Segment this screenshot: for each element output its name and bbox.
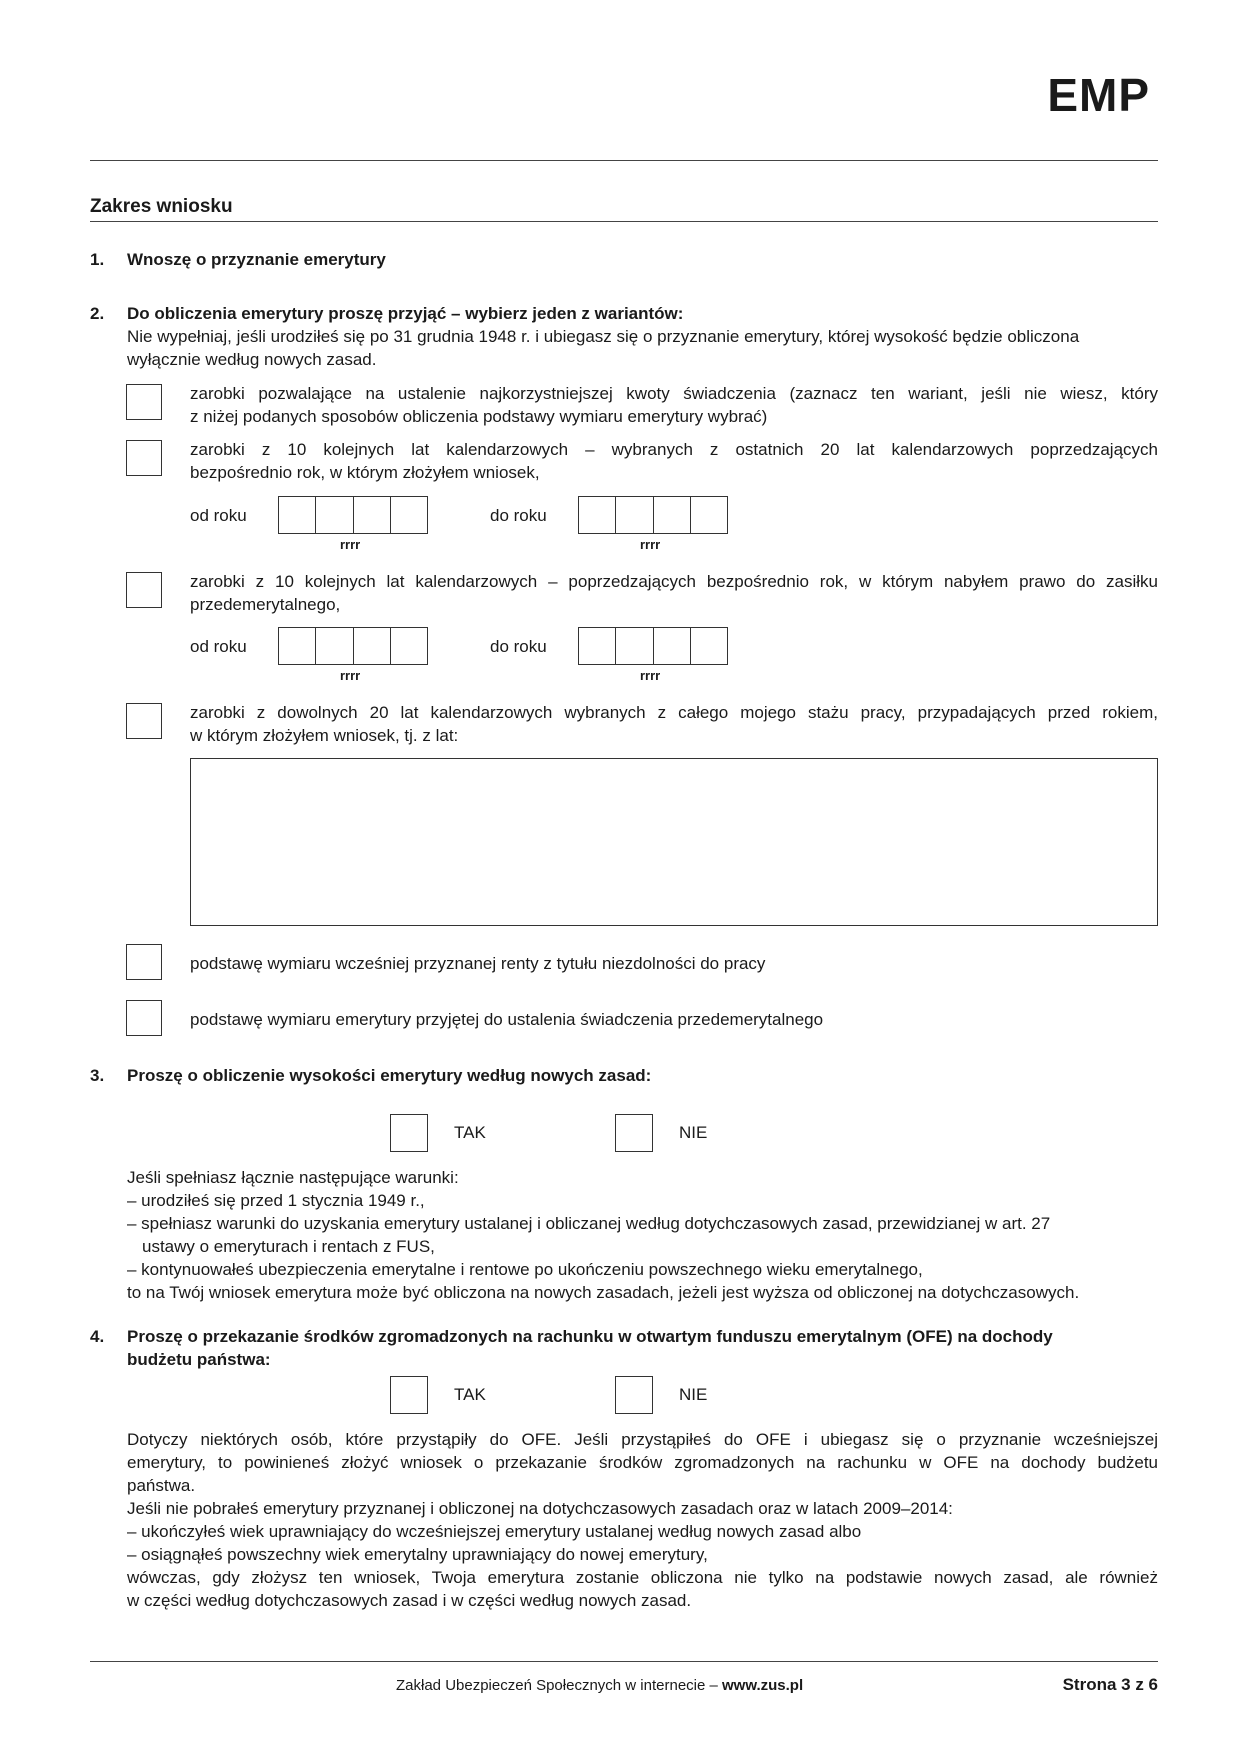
q1-title: Wnoszę o przyznanie emerytury: [127, 250, 386, 269]
option-line: zarobki z 10 kolejnych lat kalendarzowych – wybranych z ostatnich 20 lat kalendarzowych poprzedzających: [190, 440, 1158, 459]
info-line: w części według dotychczasowych zasad i w części według nowych zasad.: [127, 1591, 692, 1610]
from-year-label: od roku: [190, 637, 247, 656]
from-year-label: od roku: [190, 506, 247, 525]
form-code-logo: EMP: [1047, 69, 1150, 121]
option-line: z niżej podanych sposobów obliczenia podstawy wymiaru emerytury wybrać): [190, 407, 768, 426]
from-year-input[interactable]: [278, 496, 428, 534]
info-line: Jeśli nie pobrałeś emerytury przyznanej i obliczonej na dotychczasowych zasadach oraz w latach 2009–2014:: [127, 1499, 953, 1518]
q3-yes-checkbox[interactable]: [390, 1114, 428, 1152]
q4-number: 4.: [90, 1327, 105, 1346]
option-line: w którym złożyłem wniosek, tj. z lat:: [190, 726, 459, 745]
year-format-hint: rrrr: [340, 668, 361, 683]
info-line: – ukończyłeś wiek uprawniający do wcześniejszej emerytury ustalanej według nowych zasad albo: [127, 1522, 862, 1541]
option-line: przedemerytalnego,: [190, 595, 341, 614]
info-line: państwa.: [127, 1476, 196, 1495]
info-line: – urodziłeś się przed 1 stycznia 1949 r.,: [127, 1191, 425, 1210]
info-line: Dotyczy niektórych osób, które przystąpiły do OFE. Jeśli przystąpiłeś do OFE i ubiegasz się o przyznanie wcześniejszej: [127, 1430, 1158, 1449]
q4-yes-checkbox[interactable]: [390, 1376, 428, 1414]
footer-text: [396, 1677, 803, 1694]
to-year-input[interactable]: [578, 496, 728, 534]
option-best-earnings-checkbox[interactable]: [126, 384, 162, 420]
option-pre-retirement-10-years-checkbox[interactable]: [126, 572, 162, 608]
footer-url-link[interactable]: www.zus.pl: [722, 1677, 804, 1694]
section-divider: [90, 221, 1158, 222]
footer-label: Zakład Ubezpieczeń Społecznych w internecie –: [396, 1677, 723, 1694]
info-line: to na Twój wniosek emerytura może być obliczona na nowych zasadach, jeżeli jest wyższa od obliczonej na dotychczasowych.: [127, 1283, 1080, 1302]
info-line: – spełniasz warunki do uzyskania emerytury ustalanej i obliczanej według dotychczasowych zasad, przewidzianej w art. 27: [127, 1214, 1051, 1233]
info-line: wówczas, gdy złożysz ten wniosek, Twoja emerytura zostanie obliczona nie tylko na podstawie nowych zasad, ale również: [127, 1568, 1158, 1587]
option-line: zarobki z dowolnych 20 lat kalendarzowych wybranych z całego mojego stażu pracy, przypadających przed rokiem,: [190, 703, 1158, 722]
year-format-hint: rrrr: [640, 537, 661, 552]
to-year-input[interactable]: [578, 627, 728, 665]
q4-title-line: budżetu państwa:: [127, 1350, 271, 1369]
info-line: – kontynuowałeś ubezpieczenia emerytalne i rentowe po ukończeniu powszechnego wieku emerytalnego,: [127, 1260, 923, 1279]
q3-no-checkbox[interactable]: [615, 1114, 653, 1152]
option-line: zarobki z 10 kolejnych lat kalendarzowych – poprzedzających bezpośrednio rok, w którym nabyłem prawo do zasiłku: [190, 572, 1158, 591]
option-pension-basis-checkbox[interactable]: [126, 944, 162, 980]
section-title: Zakres wniosku: [90, 196, 233, 217]
year-format-hint: rrrr: [340, 537, 361, 552]
option-10-of-20-years-checkbox[interactable]: [126, 440, 162, 476]
option-best-earnings-label: [190, 382, 1158, 428]
page-number: Strona 3 z 6: [1062, 1675, 1158, 1694]
footer-divider: [90, 1661, 1158, 1662]
q3-no-label: NIE: [679, 1123, 708, 1142]
q4-title: [127, 1325, 1158, 1371]
q2-note-line: wyłącznie według nowych zasad.: [127, 350, 377, 369]
to-year-label: do roku: [490, 637, 547, 656]
option-any-20-years-label: [190, 701, 1158, 747]
q2-note: [127, 325, 1158, 371]
option-pre-retirement-basis-label: podstawę wymiaru emerytury przyjętej do ustalenia świadczenia przedemerytalnego: [190, 1010, 824, 1029]
q4-yes-label: TAK: [454, 1385, 486, 1404]
option-pre-retirement-10-years-label: [190, 570, 1158, 616]
q2-title: Do obliczenia emerytury proszę przyjąć – wybierz jeden z wariantów:: [127, 304, 684, 323]
info-line: Jeśli spełniasz łącznie następujące warunki:: [127, 1168, 459, 1187]
q4-no-checkbox[interactable]: [615, 1376, 653, 1414]
option-pre-retirement-basis-checkbox[interactable]: [126, 1000, 162, 1036]
q4-title-line: Proszę o przekazanie środków zgromadzonych na rachunku w otwartym funduszu emerytalnym (OFE) na dochody: [127, 1327, 1053, 1346]
info-line: ustawy o emeryturach i rentach z FUS,: [142, 1237, 435, 1256]
q2-note-line: Nie wypełniaj, jeśli urodziłeś się po 31 grudnia 1948 r. i ubiegasz się o przyznanie emerytury, której wysokość będzie obliczona: [127, 327, 1080, 346]
q2-number: 2.: [90, 304, 105, 323]
q3-number: 3.: [90, 1066, 105, 1085]
option-line: zarobki pozwalające na ustalenie najkorzystniejszej kwoty świadczenia (zaznacz ten wariant, jeśli nie wiesz, który: [190, 384, 1158, 403]
q3-yes-label: TAK: [454, 1123, 486, 1142]
info-line: – osiągnąłeś powszechny wiek emerytalny uprawniający do nowej emerytury,: [127, 1545, 708, 1564]
q3-title: Proszę o obliczenie wysokości emerytury według nowych zasad:: [127, 1066, 652, 1085]
q1-number: 1.: [90, 250, 105, 269]
to-year-label: do roku: [490, 506, 547, 525]
q3-info: [127, 1166, 1158, 1304]
from-year-input[interactable]: [278, 627, 428, 665]
years-list-textarea[interactable]: [190, 758, 1158, 926]
header-divider: [90, 160, 1158, 161]
info-line: emerytury, to powinieneś złożyć wniosek o przekazanie środków zgromadzonych na rachunku w OFE na dochody budżetu: [127, 1453, 1158, 1472]
option-line: bezpośrednio rok, w którym złożyłem wniosek,: [190, 463, 540, 482]
option-any-20-years-checkbox[interactable]: [126, 703, 162, 739]
q4-info: [127, 1428, 1158, 1612]
option-10-of-20-years-label: [190, 438, 1158, 484]
q4-no-label: NIE: [679, 1385, 708, 1404]
option-pension-basis-label: podstawę wymiaru wcześniej przyznanej renty z tytułu niezdolności do pracy: [190, 954, 766, 973]
year-format-hint: rrrr: [640, 668, 661, 683]
